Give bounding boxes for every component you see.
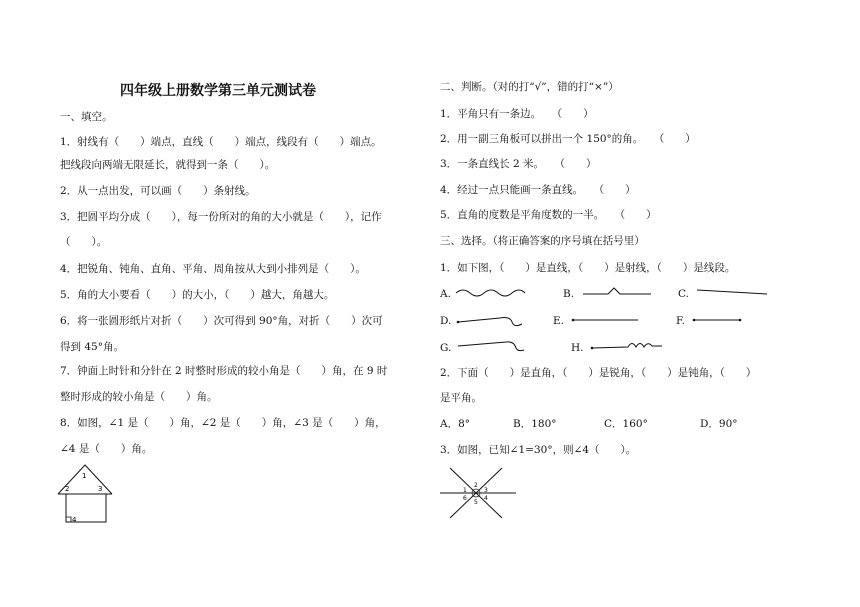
- choice-3: 3．如图，已知∠1=30°，则∠4（ ）。: [440, 444, 637, 456]
- question-8-line-1: 8．如图，∠1 是（ ）角，∠2 是（ ）角，∠3 是（ ）角，: [60, 417, 386, 429]
- intersect-label-1: 1: [463, 487, 467, 494]
- question-1-line-1: 1．射线有（ ）端点，直线（ ）端点，线段有（ ）端点。: [60, 136, 382, 148]
- question-5: 5．角的大小要看（ ）的大小，（ ）越大，角越大。: [60, 289, 335, 301]
- question-2: 2．从一点出发，可以画（ ）条射线。: [60, 185, 256, 197]
- question-7-line-1: 7．钟面上时针和分针在 2 时整时形成的较小角是（ ）角，在 9 时: [60, 365, 388, 377]
- judge-5: 5．直角的度数是平角度数的一半。 （ ）: [440, 209, 657, 221]
- judge-4: 4．经过一点只能画一条直线。 （ ）: [440, 184, 636, 196]
- question-7-line-2: 整时形成的较小角是（ ）角。: [60, 391, 218, 403]
- intersect-label-2: 2: [474, 482, 478, 489]
- section-judge-heading: 二、判断。（对的打“√”，错的打“×”）: [440, 81, 619, 93]
- question-8-line-2: ∠4 是（ ）角。: [60, 443, 153, 455]
- figure-d-curve: [458, 318, 522, 326]
- house-label-3: 3: [98, 485, 103, 493]
- intersect-label-5: 5: [474, 499, 478, 506]
- intersecting-lines-figure: [436, 462, 520, 524]
- intersect-label-3: 3: [484, 487, 488, 494]
- option-f-label: F.: [676, 315, 685, 327]
- house-label-1: 1: [82, 472, 87, 480]
- choice-2-option-a: A．8°: [440, 418, 471, 430]
- judge-1: 1．平角只有一条边。 （ ）: [440, 108, 594, 120]
- option-h-label: H.: [571, 342, 584, 354]
- question-6-line-1: 6．将一张圆形纸片对折（ ）次可得到 90°角，对折（ ）次可: [60, 315, 383, 327]
- intersect-label-6: 6: [463, 495, 467, 502]
- section-choice-heading: 三、选择。（将正确答案的序号填在括号里）: [440, 235, 645, 247]
- option-d-label: D.: [440, 315, 452, 327]
- option-b-label: B.: [563, 288, 575, 300]
- question-3-line-2: （ ）。: [60, 236, 108, 248]
- question-6-line-2: 得到 45°角。: [60, 341, 124, 353]
- option-a-label: A.: [440, 288, 451, 300]
- figure-h-looped-line: [592, 344, 662, 349]
- judge-2: 2．用一副三角板可以拼出一个 150°的角。 （ ）: [440, 133, 696, 145]
- house-label-2: 2: [65, 485, 70, 493]
- figure-a-wavy-line: [456, 290, 525, 296]
- choice-2-option-d: D．90°: [700, 418, 738, 430]
- judge-3: 3．一条直线长 2 米。 （ ）: [440, 158, 597, 170]
- figure-g-hooked-line: [458, 342, 524, 351]
- choice-2-line-1: 2．下面（ ）是直角，（ ）是锐角，（ ）是钝角，（ ）: [440, 367, 757, 379]
- figure-c-line: [697, 290, 767, 294]
- intersect-label-4: 4: [484, 495, 488, 502]
- option-c-label: C.: [678, 288, 689, 300]
- question-3-line-1: 3．把圆平均分成（ ），每一份所对的角的大小就是（ ），记作: [60, 211, 382, 223]
- choice-1: 1．如下图，（ ）是直线，（ ）是射线，（ ）是线段。: [440, 262, 736, 274]
- question-4: 4．把锐角、钝角、直角、平角、周角按从大到小排列是（ ）。: [60, 263, 366, 275]
- figure-b-broken-line: [583, 288, 651, 294]
- choice-2-line-2: 是平角。: [440, 392, 482, 404]
- page-title: 四年级上册数学第三单元测试卷: [120, 83, 316, 99]
- option-e-label: E.: [553, 315, 565, 327]
- choice-2-option-b: B．180°: [513, 418, 557, 430]
- option-g-label: G.: [440, 342, 452, 354]
- house-label-4: 4: [72, 516, 77, 524]
- choice-2-option-c: C．160°: [604, 418, 648, 430]
- section-fill-in-heading: 一、填空。: [60, 111, 113, 123]
- question-1-line-2: 把线段向两端无限延长，就得到一条（ ）。: [60, 159, 276, 171]
